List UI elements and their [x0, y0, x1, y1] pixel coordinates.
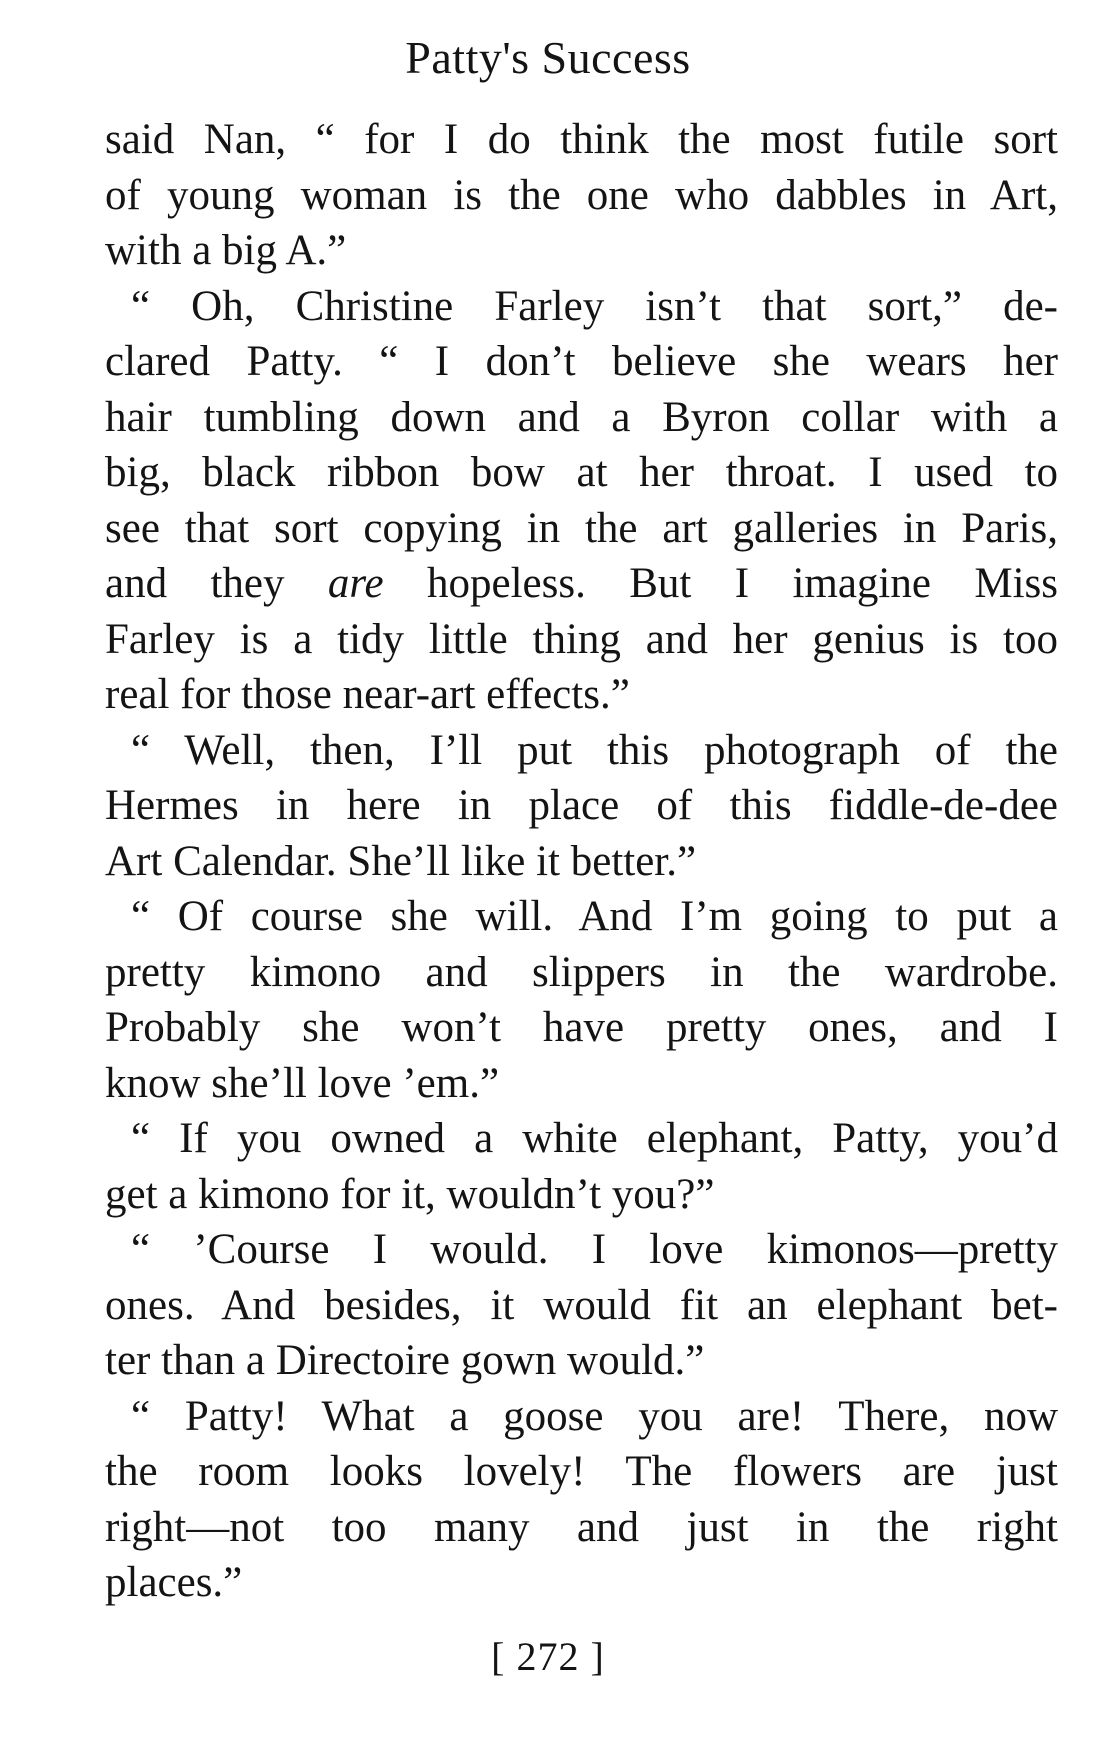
text-line: “ Well, then, I’ll put this photograph of the [131, 726, 1058, 774]
text-line: big, black ribbon bow at her throat. I used to [105, 449, 1058, 496]
emphasis: are [327, 560, 384, 607]
running-head: Patty's Success [405, 32, 691, 83]
text-line: get a kimono for it, wouldn’t you?” [105, 1170, 715, 1218]
text-line: know she’ll love ’em.” [105, 1059, 500, 1107]
text-line: pretty kimono and slippers in the wardrobe. [105, 948, 1058, 996]
text-line: Art Calendar. She’ll like it better.” [105, 837, 697, 885]
text-line: “ If you owned a white elephant, Patty, you’d [131, 1115, 1058, 1162]
text-line: “ Of course she will. And I’m going to put a [131, 893, 1058, 940]
text-line: hair tumbling down and a Byron collar with a [105, 393, 1058, 441]
text-line: said Nan, “ for I do think the most futile sort [105, 116, 1058, 163]
text-line: places.” [105, 1559, 243, 1606]
text-line: right—not too many and just in the right [105, 1503, 1058, 1551]
text-line: Hermes in here in place of this fiddle-de-dee [105, 782, 1058, 829]
text-line: “ Oh, Christine Farley isn’t that sort,” de- [131, 282, 1058, 330]
text-line: ter than a Directoire gown would.” [105, 1337, 705, 1384]
text-line: of young woman is the one who dabbles in Art, [105, 171, 1058, 219]
text-line: Farley is a tidy little thing and her genius is too [105, 615, 1058, 663]
page-number: [ 272 ] [491, 1634, 605, 1679]
text-line: ones. And besides, it would fit an elephant bet- [105, 1281, 1058, 1329]
text-line: real for those near-art effects.” [105, 671, 630, 718]
text-line: “ Patty! What a goose you are! There, now [131, 1392, 1058, 1440]
text-line: and they are hopeless. But I imagine Miss [105, 560, 1058, 607]
text-line: see that sort copying in the art galleries in Paris, [105, 504, 1058, 552]
text-line: clared Patty. “ I don’t believe she wears her [105, 338, 1058, 385]
text-line: “ ’Course I would. I love kimonos—pretty [131, 1226, 1058, 1273]
text-line: Probably she won’t have pretty ones, and I [105, 1004, 1058, 1051]
text-line: the room looks lovely! The flowers are just [105, 1448, 1058, 1495]
text-line: with a big A.” [105, 227, 347, 274]
body-text [105, 112, 1058, 1611]
